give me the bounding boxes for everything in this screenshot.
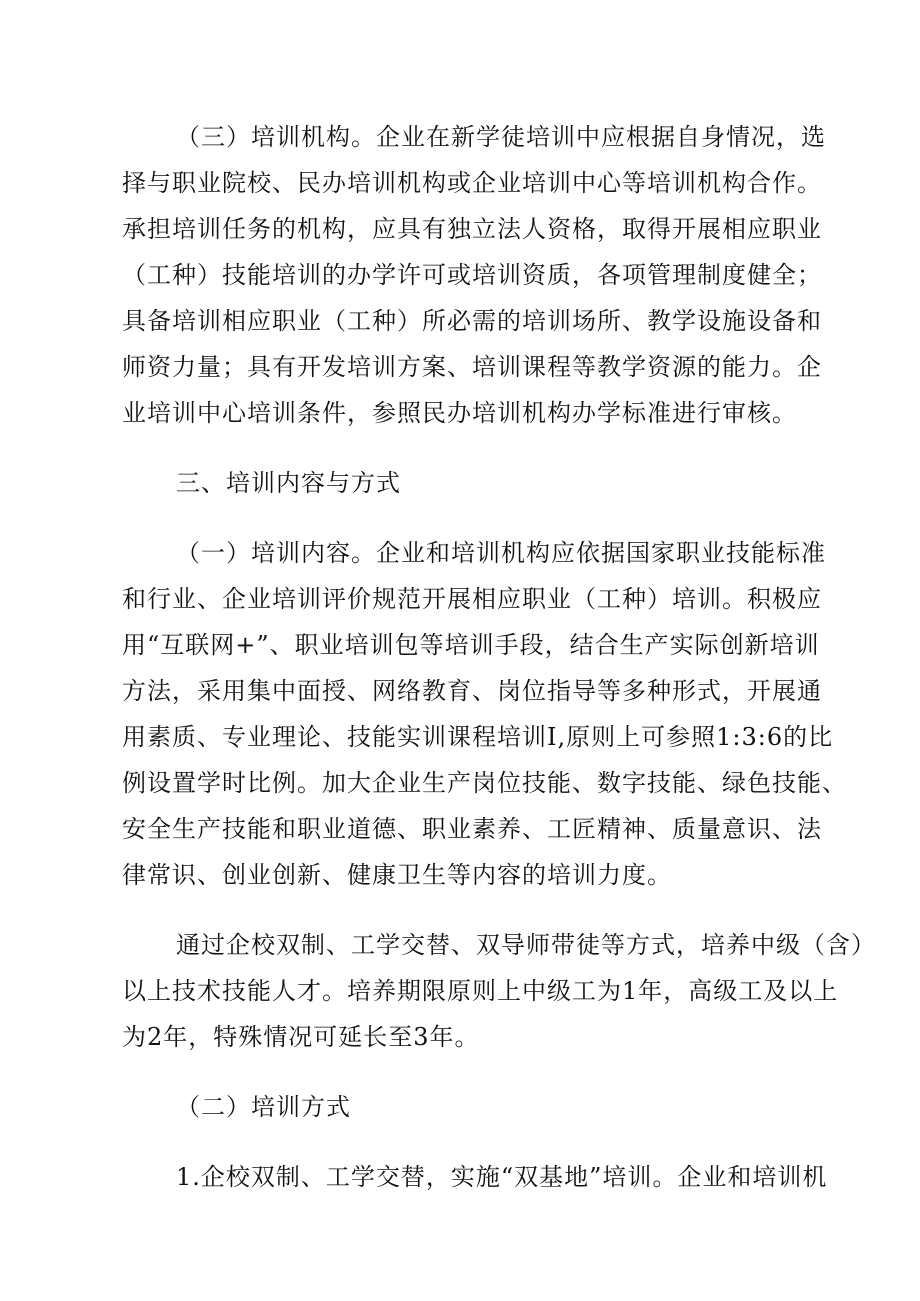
institution-line-7: 业培训中心培训条件，参照民办培训机构办学标准进行审核。 bbox=[122, 399, 797, 427]
content-line-8: 律常识、创业创新、健康卫生等内容的培训力度。 bbox=[122, 861, 672, 889]
section-heading-content-methods: 三、培训内容与方式 bbox=[176, 469, 401, 497]
content-line-7: 安全生产技能和职业道德、职业素养、工匠精神、质量意识、法 bbox=[122, 815, 822, 843]
institution-line-3: 承担培训任务的机构，应具有独立法人资格，取得开展相应职业 bbox=[122, 215, 822, 243]
content-line-6: 例设置学时比例。加大企业生产岗位技能、数字技能、绿色技能、 bbox=[122, 769, 847, 797]
institution-line-2: 择与职业院校、民办培训机构或企业培训中心等培训机构合作。 bbox=[122, 169, 822, 197]
dual-base-item: 1.企校双制、工学交替，实施“双基地”培训。企业和培训机 bbox=[176, 1163, 828, 1191]
methods-heading: （二）培训方式 bbox=[176, 1093, 351, 1121]
content-line-1: （一）培训内容。企业和培训机构应依据国家职业技能标准 bbox=[176, 539, 826, 567]
institution-line-1: （三）培训机构。企业在新学徒培训中应根据自身情况，选 bbox=[176, 123, 826, 151]
institution-line-5: 具备培训相应职业（工种）所必需的培训场所、教学设施设备和 bbox=[122, 307, 822, 335]
duration-line-2: 以上技术技能人才。培养期限原则上中级工为1年，高级工及以上 bbox=[122, 977, 839, 1005]
institution-line-4: （工种）技能培训的办学许可或培训资质，各项管理制度健全； bbox=[122, 261, 822, 289]
institution-line-6: 师资力量；具有开发培训方案、培训课程等教学资源的能力。企 bbox=[122, 353, 822, 381]
content-line-4: 方法，采用集中面授、网络教育、岗位指导等多种形式，开展通 bbox=[122, 677, 822, 705]
content-line-5: 用素质、专业理论、技能实训课程培训I,原则上可参照1:3:6的比 bbox=[122, 723, 834, 751]
duration-line-3: 为2年，特殊情况可延长至3年。 bbox=[122, 1023, 480, 1051]
content-line-2: 和行业、企业培训评价规范开展相应职业（工种）培训。积极应 bbox=[122, 585, 822, 613]
duration-line-1: 通过企校双制、工学交替、双导师带徒等方式，培养中级（含） bbox=[176, 931, 876, 959]
content-line-3: 用“互联网+”、职业培训包等培训手段，结合生产实际创新培训 bbox=[122, 631, 820, 659]
